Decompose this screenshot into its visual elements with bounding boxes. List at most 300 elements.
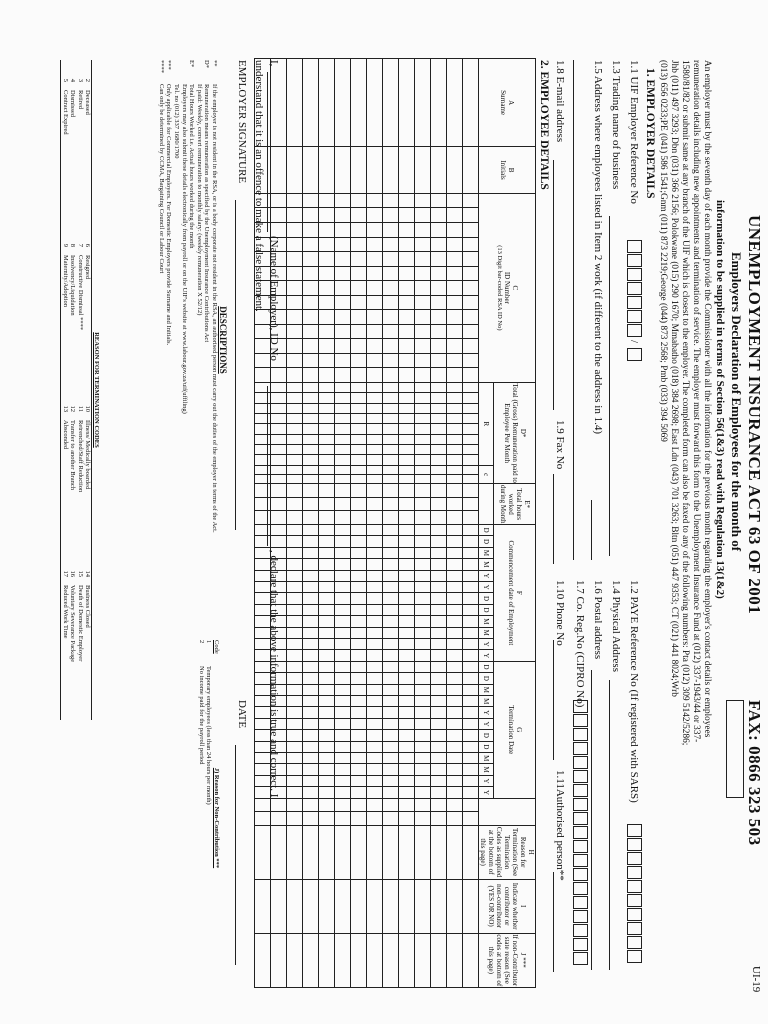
employee-cell[interactable] — [303, 536, 319, 547]
employee-cell[interactable] — [335, 825, 351, 879]
employee-cell[interactable] — [415, 147, 431, 194]
employee-cell[interactable] — [367, 639, 383, 650]
employee-cell[interactable] — [399, 764, 415, 775]
employee-cell[interactable] — [367, 393, 383, 403]
employee-cell[interactable] — [335, 812, 351, 825]
address-continuation-line[interactable] — [573, 60, 574, 560]
employee-cell[interactable] — [335, 673, 351, 684]
employee-cell[interactable] — [399, 661, 415, 672]
employee-cell[interactable] — [255, 511, 271, 524]
employee-cell[interactable] — [431, 524, 447, 535]
employee-cell[interactable] — [383, 497, 399, 510]
employee-cell[interactable] — [415, 382, 431, 392]
employee-cell[interactable] — [447, 511, 463, 524]
employee-cell[interactable] — [399, 627, 415, 638]
employee-cell[interactable] — [431, 475, 447, 484]
employee-cell[interactable] — [287, 559, 303, 570]
employee-cell[interactable] — [271, 424, 287, 434]
employee-cell[interactable] — [303, 445, 319, 455]
employee-cell[interactable] — [287, 295, 303, 310]
employee-cell[interactable] — [319, 684, 335, 695]
employee-cell[interactable] — [287, 434, 303, 444]
employee-cell[interactable] — [351, 368, 367, 383]
employee-cell[interactable] — [415, 497, 431, 510]
authorised-person-field[interactable] — [553, 872, 554, 972]
employee-cell[interactable] — [351, 581, 367, 592]
employee-cell[interactable] — [415, 933, 431, 987]
employee-cell[interactable] — [335, 604, 351, 615]
uif-ref-boxes[interactable] — [627, 240, 642, 338]
employee-cell[interactable] — [335, 455, 351, 465]
employee-cell[interactable] — [367, 324, 383, 339]
employee-cell[interactable] — [287, 825, 303, 879]
employee-cell[interactable] — [303, 696, 319, 707]
employee-cell[interactable] — [287, 237, 303, 252]
employee-cell[interactable] — [399, 741, 415, 752]
employee-cell[interactable] — [367, 455, 383, 465]
employee-cell[interactable] — [399, 798, 415, 811]
employee-cell[interactable] — [463, 753, 479, 764]
employee-cell[interactable] — [447, 339, 463, 354]
employee-cell[interactable] — [383, 413, 399, 423]
employee-cell[interactable] — [431, 424, 447, 434]
employee-cell[interactable] — [399, 266, 415, 281]
employee-cell[interactable] — [383, 536, 399, 547]
employee-cell[interactable] — [351, 382, 367, 392]
employee-cell[interactable] — [319, 59, 335, 147]
employee-cell[interactable] — [287, 475, 303, 484]
employee-cell[interactable] — [447, 812, 463, 825]
employee-cell[interactable] — [271, 208, 287, 223]
employee-cell[interactable] — [303, 673, 319, 684]
employee-cell[interactable] — [399, 524, 415, 535]
employee-cell[interactable] — [383, 879, 399, 933]
employee-cell[interactable] — [351, 237, 367, 252]
employee-cell[interactable] — [319, 593, 335, 604]
employee-cell[interactable] — [287, 627, 303, 638]
employee-cell[interactable] — [431, 295, 447, 310]
employee-cell[interactable] — [415, 536, 431, 547]
employee-cell[interactable] — [351, 661, 367, 672]
employee-cell[interactable] — [415, 741, 431, 752]
employee-cell[interactable] — [303, 382, 319, 392]
employee-cell[interactable] — [431, 368, 447, 383]
employee-cell[interactable] — [271, 798, 287, 811]
employee-cell[interactable] — [431, 730, 447, 741]
employee-cell[interactable] — [431, 536, 447, 547]
employee-cell[interactable] — [463, 324, 479, 339]
employee-cell[interactable] — [287, 393, 303, 403]
employee-cell[interactable] — [287, 424, 303, 434]
employee-cell[interactable] — [335, 353, 351, 368]
employee-cell[interactable] — [255, 825, 271, 879]
employee-cell[interactable] — [415, 424, 431, 434]
employee-cell[interactable] — [319, 266, 335, 281]
employee-cell[interactable] — [383, 812, 399, 825]
employee-cell[interactable] — [383, 368, 399, 383]
employee-cell[interactable] — [431, 879, 447, 933]
employee-cell[interactable] — [447, 281, 463, 296]
employee-cell[interactable] — [367, 673, 383, 684]
employee-cell[interactable] — [383, 484, 399, 497]
employee-cell[interactable] — [463, 266, 479, 281]
employee-cell[interactable] — [255, 475, 271, 484]
employee-cell[interactable] — [319, 237, 335, 252]
employee-cell[interactable] — [463, 484, 479, 497]
employee-cell[interactable] — [415, 237, 431, 252]
employee-cell[interactable] — [399, 616, 415, 627]
employee-cell[interactable] — [431, 581, 447, 592]
employee-cell[interactable] — [319, 295, 335, 310]
employee-cell[interactable] — [303, 639, 319, 650]
employee-cell[interactable] — [303, 604, 319, 615]
employee-cell[interactable] — [319, 413, 335, 423]
employee-cell[interactable] — [415, 465, 431, 474]
employee-cell[interactable] — [319, 616, 335, 627]
employee-cell[interactable] — [447, 593, 463, 604]
employee-cell[interactable] — [383, 753, 399, 764]
employee-cell[interactable] — [351, 434, 367, 444]
employee-cell[interactable] — [255, 524, 271, 535]
employee-cell[interactable] — [287, 787, 303, 798]
employee-cell[interactable] — [351, 559, 367, 570]
employee-cell[interactable] — [447, 684, 463, 695]
employee-cell[interactable] — [463, 879, 479, 933]
employee-cell[interactable] — [463, 812, 479, 825]
employee-cell[interactable] — [447, 707, 463, 718]
employee-cell[interactable] — [383, 661, 399, 672]
employee-cell[interactable] — [367, 424, 383, 434]
employee-cell[interactable] — [351, 718, 367, 729]
employee-cell[interactable] — [303, 475, 319, 484]
employee-cell[interactable] — [415, 339, 431, 354]
employee-cell[interactable] — [351, 593, 367, 604]
employee-cell[interactable] — [431, 208, 447, 223]
employee-cell[interactable] — [319, 424, 335, 434]
employee-cell[interactable] — [447, 639, 463, 650]
employee-cell[interactable] — [255, 497, 271, 510]
uif-ref-check-box[interactable] — [627, 348, 642, 362]
employee-cell[interactable] — [399, 147, 415, 194]
employee-cell[interactable] — [319, 324, 335, 339]
employee-cell[interactable] — [351, 879, 367, 933]
employee-cell[interactable] — [351, 295, 367, 310]
employee-cell[interactable] — [351, 310, 367, 325]
employee-cell[interactable] — [447, 775, 463, 786]
employee-cell[interactable] — [399, 559, 415, 570]
employee-cell[interactable] — [287, 879, 303, 933]
employee-cell[interactable] — [319, 787, 335, 798]
employee-cell[interactable] — [367, 193, 383, 208]
employee-cell[interactable] — [303, 825, 319, 879]
employee-cell[interactable] — [303, 393, 319, 403]
employee-cell[interactable] — [431, 718, 447, 729]
employee-cell[interactable] — [335, 465, 351, 474]
employee-cell[interactable] — [271, 445, 287, 455]
employee-cell[interactable] — [399, 434, 415, 444]
physical-address-field[interactable] — [609, 680, 610, 970]
employee-cell[interactable] — [383, 775, 399, 786]
employee-cell[interactable] — [351, 616, 367, 627]
employee-cell[interactable] — [415, 661, 431, 672]
employee-cell[interactable] — [335, 310, 351, 325]
work-address-field[interactable] — [591, 500, 592, 560]
employee-cell[interactable] — [415, 787, 431, 798]
employee-cell[interactable] — [463, 59, 479, 147]
employee-cell[interactable] — [431, 147, 447, 194]
employee-cell[interactable] — [415, 434, 431, 444]
employee-cell[interactable] — [415, 455, 431, 465]
employee-cell[interactable] — [463, 524, 479, 535]
employee-cell[interactable] — [399, 413, 415, 423]
employee-cell[interactable] — [415, 764, 431, 775]
employee-cell[interactable] — [319, 696, 335, 707]
employee-cell[interactable] — [335, 696, 351, 707]
employee-cell[interactable] — [335, 741, 351, 752]
employee-cell[interactable] — [463, 281, 479, 296]
employee-cell[interactable] — [399, 696, 415, 707]
employee-cell[interactable] — [303, 616, 319, 627]
employee-cell[interactable] — [463, 775, 479, 786]
employee-cell[interactable] — [399, 536, 415, 547]
employee-cell[interactable] — [271, 413, 287, 423]
employee-cell[interactable] — [303, 684, 319, 695]
employee-cell[interactable] — [383, 237, 399, 252]
employee-cell[interactable] — [463, 604, 479, 615]
employee-cell[interactable] — [271, 382, 287, 392]
employee-cell[interactable] — [319, 511, 335, 524]
employee-cell[interactable] — [287, 222, 303, 237]
employee-cell[interactable] — [271, 59, 287, 147]
employee-cell[interactable] — [335, 368, 351, 383]
employee-cell[interactable] — [447, 403, 463, 413]
employee-cell[interactable] — [319, 604, 335, 615]
employee-cell[interactable] — [447, 252, 463, 267]
employee-cell[interactable] — [431, 696, 447, 707]
employee-cell[interactable] — [319, 484, 335, 497]
employee-cell[interactable] — [351, 741, 367, 752]
employee-cell[interactable] — [287, 798, 303, 811]
employee-cell[interactable] — [431, 59, 447, 147]
employee-cell[interactable] — [431, 787, 447, 798]
employee-cell[interactable] — [415, 650, 431, 661]
employee-cell[interactable] — [367, 147, 383, 194]
employee-cell[interactable] — [383, 403, 399, 413]
employee-cell[interactable] — [447, 627, 463, 638]
employee-cell[interactable] — [335, 445, 351, 455]
employee-cell[interactable] — [367, 465, 383, 474]
employee-cell[interactable] — [367, 798, 383, 811]
employee-cell[interactable] — [367, 593, 383, 604]
employee-cell[interactable] — [399, 684, 415, 695]
employee-cell[interactable] — [447, 497, 463, 510]
employee-cell[interactable] — [463, 661, 479, 672]
employee-cell[interactable] — [447, 741, 463, 752]
employee-cell[interactable] — [383, 933, 399, 987]
employee-cell[interactable] — [447, 393, 463, 403]
employee-cell[interactable] — [367, 266, 383, 281]
employee-cell[interactable] — [287, 764, 303, 775]
employee-cell[interactable] — [367, 413, 383, 423]
employee-cell[interactable] — [415, 593, 431, 604]
employee-cell[interactable] — [463, 707, 479, 718]
employee-cell[interactable] — [303, 434, 319, 444]
employee-cell[interactable] — [351, 339, 367, 354]
employee-cell[interactable] — [351, 465, 367, 474]
employee-cell[interactable] — [287, 193, 303, 208]
employee-cell[interactable] — [367, 775, 383, 786]
employee-cell[interactable] — [463, 570, 479, 581]
employee-cell[interactable] — [415, 627, 431, 638]
employee-cell[interactable] — [287, 673, 303, 684]
employee-cell[interactable] — [367, 547, 383, 558]
employee-cell[interactable] — [463, 825, 479, 879]
employee-cell[interactable] — [367, 497, 383, 510]
employee-cell[interactable] — [383, 455, 399, 465]
employee-cell[interactable] — [287, 604, 303, 615]
employee-cell[interactable] — [447, 147, 463, 194]
employee-cell[interactable] — [399, 730, 415, 741]
employee-cell[interactable] — [415, 281, 431, 296]
employee-cell[interactable] — [463, 310, 479, 325]
employee-cell[interactable] — [431, 639, 447, 650]
employee-cell[interactable] — [271, 193, 287, 208]
employee-cell[interactable] — [383, 707, 399, 718]
employee-cell[interactable] — [255, 382, 271, 392]
employee-cell[interactable] — [463, 787, 479, 798]
employee-cell[interactable] — [447, 295, 463, 310]
employee-cell[interactable] — [399, 547, 415, 558]
employee-cell[interactable] — [319, 639, 335, 650]
employee-cell[interactable] — [383, 147, 399, 194]
employee-cell[interactable] — [287, 511, 303, 524]
employee-cell[interactable] — [463, 593, 479, 604]
employee-cell[interactable] — [303, 559, 319, 570]
employee-cell[interactable] — [447, 353, 463, 368]
paye-ref-boxes[interactable] — [627, 824, 642, 964]
employee-cell[interactable] — [287, 661, 303, 672]
employee-cell[interactable] — [463, 295, 479, 310]
employee-cell[interactable] — [335, 266, 351, 281]
employee-cell[interactable] — [335, 753, 351, 764]
employee-cell[interactable] — [351, 684, 367, 695]
employee-cell[interactable] — [255, 933, 271, 987]
employee-cell[interactable] — [303, 324, 319, 339]
employee-cell[interactable] — [271, 524, 287, 535]
employee-cell[interactable] — [335, 627, 351, 638]
employee-cell[interactable] — [399, 445, 415, 455]
employee-cell[interactable] — [431, 812, 447, 825]
employee-cell[interactable] — [383, 825, 399, 879]
employee-cell[interactable] — [335, 707, 351, 718]
employee-cell[interactable] — [415, 193, 431, 208]
employee-cell[interactable] — [367, 445, 383, 455]
employee-cell[interactable] — [367, 627, 383, 638]
employee-cell[interactable] — [303, 753, 319, 764]
employee-cell[interactable] — [255, 393, 271, 403]
employee-cell[interactable] — [367, 707, 383, 718]
employee-cell[interactable] — [303, 353, 319, 368]
employee-cell[interactable] — [303, 59, 319, 147]
employee-cell[interactable] — [287, 707, 303, 718]
employee-cell[interactable] — [351, 193, 367, 208]
employee-cell[interactable] — [335, 424, 351, 434]
employee-cell[interactable] — [399, 511, 415, 524]
email-field[interactable] — [553, 160, 554, 410]
employee-cell[interactable] — [271, 455, 287, 465]
employee-cell[interactable] — [399, 208, 415, 223]
employee-cell[interactable] — [383, 524, 399, 535]
employee-cell[interactable] — [319, 339, 335, 354]
employee-cell[interactable] — [463, 382, 479, 392]
employee-cell[interactable] — [271, 812, 287, 825]
employee-cell[interactable] — [415, 413, 431, 423]
employee-cell[interactable] — [303, 222, 319, 237]
employee-cell[interactable] — [319, 403, 335, 413]
employee-cell[interactable] — [287, 413, 303, 423]
employee-cell[interactable] — [383, 593, 399, 604]
employee-cell[interactable] — [319, 310, 335, 325]
employee-cell[interactable] — [319, 650, 335, 661]
employee-cell[interactable] — [319, 353, 335, 368]
employee-cell[interactable] — [335, 484, 351, 497]
employee-cell[interactable] — [335, 208, 351, 223]
employee-cell[interactable] — [287, 266, 303, 281]
employee-cell[interactable] — [351, 798, 367, 811]
employee-cell[interactable] — [351, 707, 367, 718]
employee-cell[interactable] — [367, 339, 383, 354]
employee-cell[interactable] — [415, 570, 431, 581]
employee-cell[interactable] — [399, 295, 415, 310]
employee-cell[interactable] — [383, 222, 399, 237]
employee-cell[interactable] — [463, 696, 479, 707]
employee-cell[interactable] — [447, 673, 463, 684]
employee-cell[interactable] — [399, 339, 415, 354]
employee-cell[interactable] — [415, 730, 431, 741]
employee-cell[interactable] — [367, 581, 383, 592]
employee-cell[interactable] — [319, 673, 335, 684]
employee-cell[interactable] — [351, 639, 367, 650]
employee-cell[interactable] — [255, 879, 271, 933]
employee-cell[interactable] — [319, 933, 335, 987]
employee-cell[interactable] — [335, 616, 351, 627]
employee-cell[interactable] — [287, 310, 303, 325]
employee-cell[interactable] — [431, 933, 447, 987]
employee-cell[interactable] — [383, 393, 399, 403]
employee-cell[interactable] — [367, 382, 383, 392]
employee-cell[interactable] — [335, 570, 351, 581]
employee-cell[interactable] — [287, 59, 303, 147]
employee-cell[interactable] — [367, 741, 383, 752]
employee-cell[interactable] — [319, 524, 335, 535]
employee-cell[interactable] — [415, 825, 431, 879]
employee-cell[interactable] — [447, 764, 463, 775]
employee-cell[interactable] — [319, 382, 335, 392]
employee-cell[interactable] — [303, 465, 319, 474]
month-box[interactable] — [726, 700, 744, 798]
co-reg-boxes[interactable] — [573, 700, 588, 966]
employee-cell[interactable] — [287, 581, 303, 592]
employee-cell[interactable] — [303, 266, 319, 281]
employee-cell[interactable] — [447, 718, 463, 729]
employee-cell[interactable] — [431, 650, 447, 661]
employee-cell[interactable] — [431, 266, 447, 281]
employee-cell[interactable] — [383, 718, 399, 729]
employee-cell[interactable] — [447, 382, 463, 392]
employee-cell[interactable] — [431, 324, 447, 339]
employee-cell[interactable] — [399, 753, 415, 764]
employee-cell[interactable] — [303, 455, 319, 465]
